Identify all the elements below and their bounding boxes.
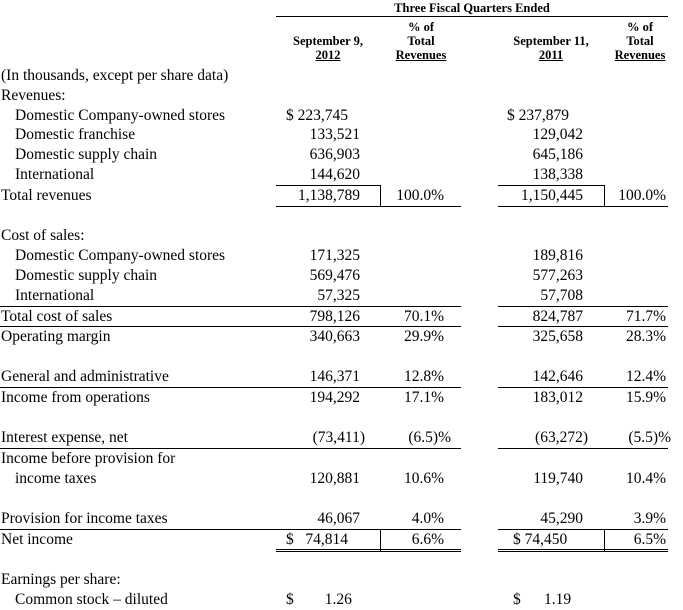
header-col-sep-2012: September 9, 2012 xyxy=(293,34,363,62)
row-label: Provision for income taxes xyxy=(1,510,168,527)
rule xyxy=(498,448,668,449)
row-label: Earnings per share: xyxy=(1,571,121,588)
rule xyxy=(498,206,668,207)
cell-value: 57,325 xyxy=(317,287,360,304)
cell-value: 189,816 xyxy=(532,247,583,264)
row-label: Net income xyxy=(1,531,73,548)
row-label: International xyxy=(15,287,95,304)
cell-percent: 71.7% xyxy=(625,308,666,325)
cell-percent: 4.0% xyxy=(411,510,444,527)
cell-value: 1,138,789 xyxy=(298,187,360,204)
units-note: (In thousands, except per share data) xyxy=(1,67,229,84)
row-label: Domestic Company-owned stores xyxy=(15,107,226,124)
double-rule xyxy=(276,551,461,552)
cell-value: (63,272) xyxy=(535,429,588,446)
cell-value: $ 237,879 xyxy=(507,107,569,124)
rule xyxy=(0,326,461,327)
cell-value: 798,126 xyxy=(309,308,360,325)
row-label: International xyxy=(15,166,95,183)
row-label: Domestic supply chain xyxy=(15,267,158,284)
row-label: Income before provision for xyxy=(1,450,176,467)
cell-percent: (5.5)% xyxy=(628,429,671,446)
cell-value: 133,521 xyxy=(309,126,360,143)
cell-percent: 10.4% xyxy=(625,470,666,487)
cell-value: 57,708 xyxy=(540,287,583,304)
cell-value: 45,290 xyxy=(540,510,583,527)
rule xyxy=(498,185,604,186)
double-rule xyxy=(498,549,668,550)
cell-value: 171,325 xyxy=(309,247,360,264)
cell-percent: (6.5)% xyxy=(408,429,451,446)
row-label: Revenues: xyxy=(1,87,66,104)
rule xyxy=(0,529,461,530)
cell-value: $ 1.19 xyxy=(513,591,572,608)
cell-value: 46,067 xyxy=(317,510,360,527)
cell-value: 1,150,445 xyxy=(521,187,583,204)
cell-percent: 100.0% xyxy=(396,187,444,204)
header-col-sep-2011: September 11, 2011 xyxy=(513,34,589,62)
cell-percent: 70.1% xyxy=(403,308,444,325)
rule xyxy=(498,387,668,388)
cell-value: 340,663 xyxy=(309,328,360,345)
row-label: Income from operations xyxy=(1,389,150,406)
cell-value: 577,263 xyxy=(532,267,583,284)
cell-percent: 17.1% xyxy=(403,389,444,406)
col-divider xyxy=(380,529,381,551)
cell-value: 142,646 xyxy=(532,368,583,385)
cell-value: 144,620 xyxy=(309,166,360,183)
cell-value: 194,292 xyxy=(309,389,360,406)
double-rule xyxy=(498,551,668,552)
cell-percent: 15.9% xyxy=(625,389,666,406)
header-col-pct-2012: % of Total Revenues xyxy=(395,20,447,62)
cell-value: 645,186 xyxy=(532,146,583,163)
row-label: Domestic Company-owned stores xyxy=(15,247,226,264)
cell-value: $ 74,450 xyxy=(513,531,568,548)
row-label: Operating margin xyxy=(1,328,111,345)
row-label: Domestic supply chain xyxy=(15,146,158,163)
cell-value: (73,411) xyxy=(312,429,365,446)
rule xyxy=(498,306,668,307)
col-divider xyxy=(604,529,605,551)
rule xyxy=(276,206,461,207)
row-label: income taxes xyxy=(15,470,97,487)
cell-value: $ 223,745 xyxy=(286,107,348,124)
row-label: Total revenues xyxy=(1,187,92,204)
cell-value: 824,787 xyxy=(532,308,583,325)
cell-percent: 10.6% xyxy=(403,470,444,487)
cell-value: $ 74,814 xyxy=(286,531,348,548)
row-label: Interest expense, net xyxy=(1,429,128,446)
rule xyxy=(498,529,668,530)
cell-percent: 12.4% xyxy=(625,368,666,385)
cell-percent: 100.0% xyxy=(618,187,666,204)
header-col-pct-2011: % of Total Revenues xyxy=(614,20,666,62)
double-rule xyxy=(276,549,461,550)
cell-value: $ 1.26 xyxy=(286,591,352,608)
cell-value: 138,338 xyxy=(532,166,583,183)
cell-percent: 29.9% xyxy=(403,328,444,345)
rule xyxy=(0,306,461,307)
rule xyxy=(0,448,461,449)
cell-value: 636,903 xyxy=(309,146,360,163)
col-divider xyxy=(380,185,381,206)
cell-percent: 6.6% xyxy=(411,531,444,548)
cell-value: 183,012 xyxy=(532,389,583,406)
header-span-rule xyxy=(276,16,668,17)
cell-percent: 3.9% xyxy=(633,510,666,527)
cell-percent: 6.5% xyxy=(633,531,666,548)
cell-value: 146,371 xyxy=(309,368,360,385)
cell-percent: 28.3% xyxy=(625,328,666,345)
row-label: General and administrative xyxy=(1,368,169,385)
cell-value: 569,476 xyxy=(309,267,360,284)
row-label: Domestic franchise xyxy=(15,126,136,143)
col-divider xyxy=(604,185,605,206)
cell-value: 120,881 xyxy=(309,470,360,487)
cell-value: 129,042 xyxy=(532,126,583,143)
rule xyxy=(0,387,461,388)
cell-value: 325,658 xyxy=(532,328,583,345)
row-label: Cost of sales: xyxy=(1,227,85,244)
row-label: Total cost of sales xyxy=(1,308,113,325)
cell-percent: 12.8% xyxy=(403,368,444,385)
cell-value: 119,740 xyxy=(533,470,583,487)
header-span-title: Three Fiscal Quarters Ended xyxy=(394,1,550,15)
rule xyxy=(276,185,380,186)
row-label: Common stock – diluted xyxy=(15,591,168,608)
rule xyxy=(498,326,668,327)
